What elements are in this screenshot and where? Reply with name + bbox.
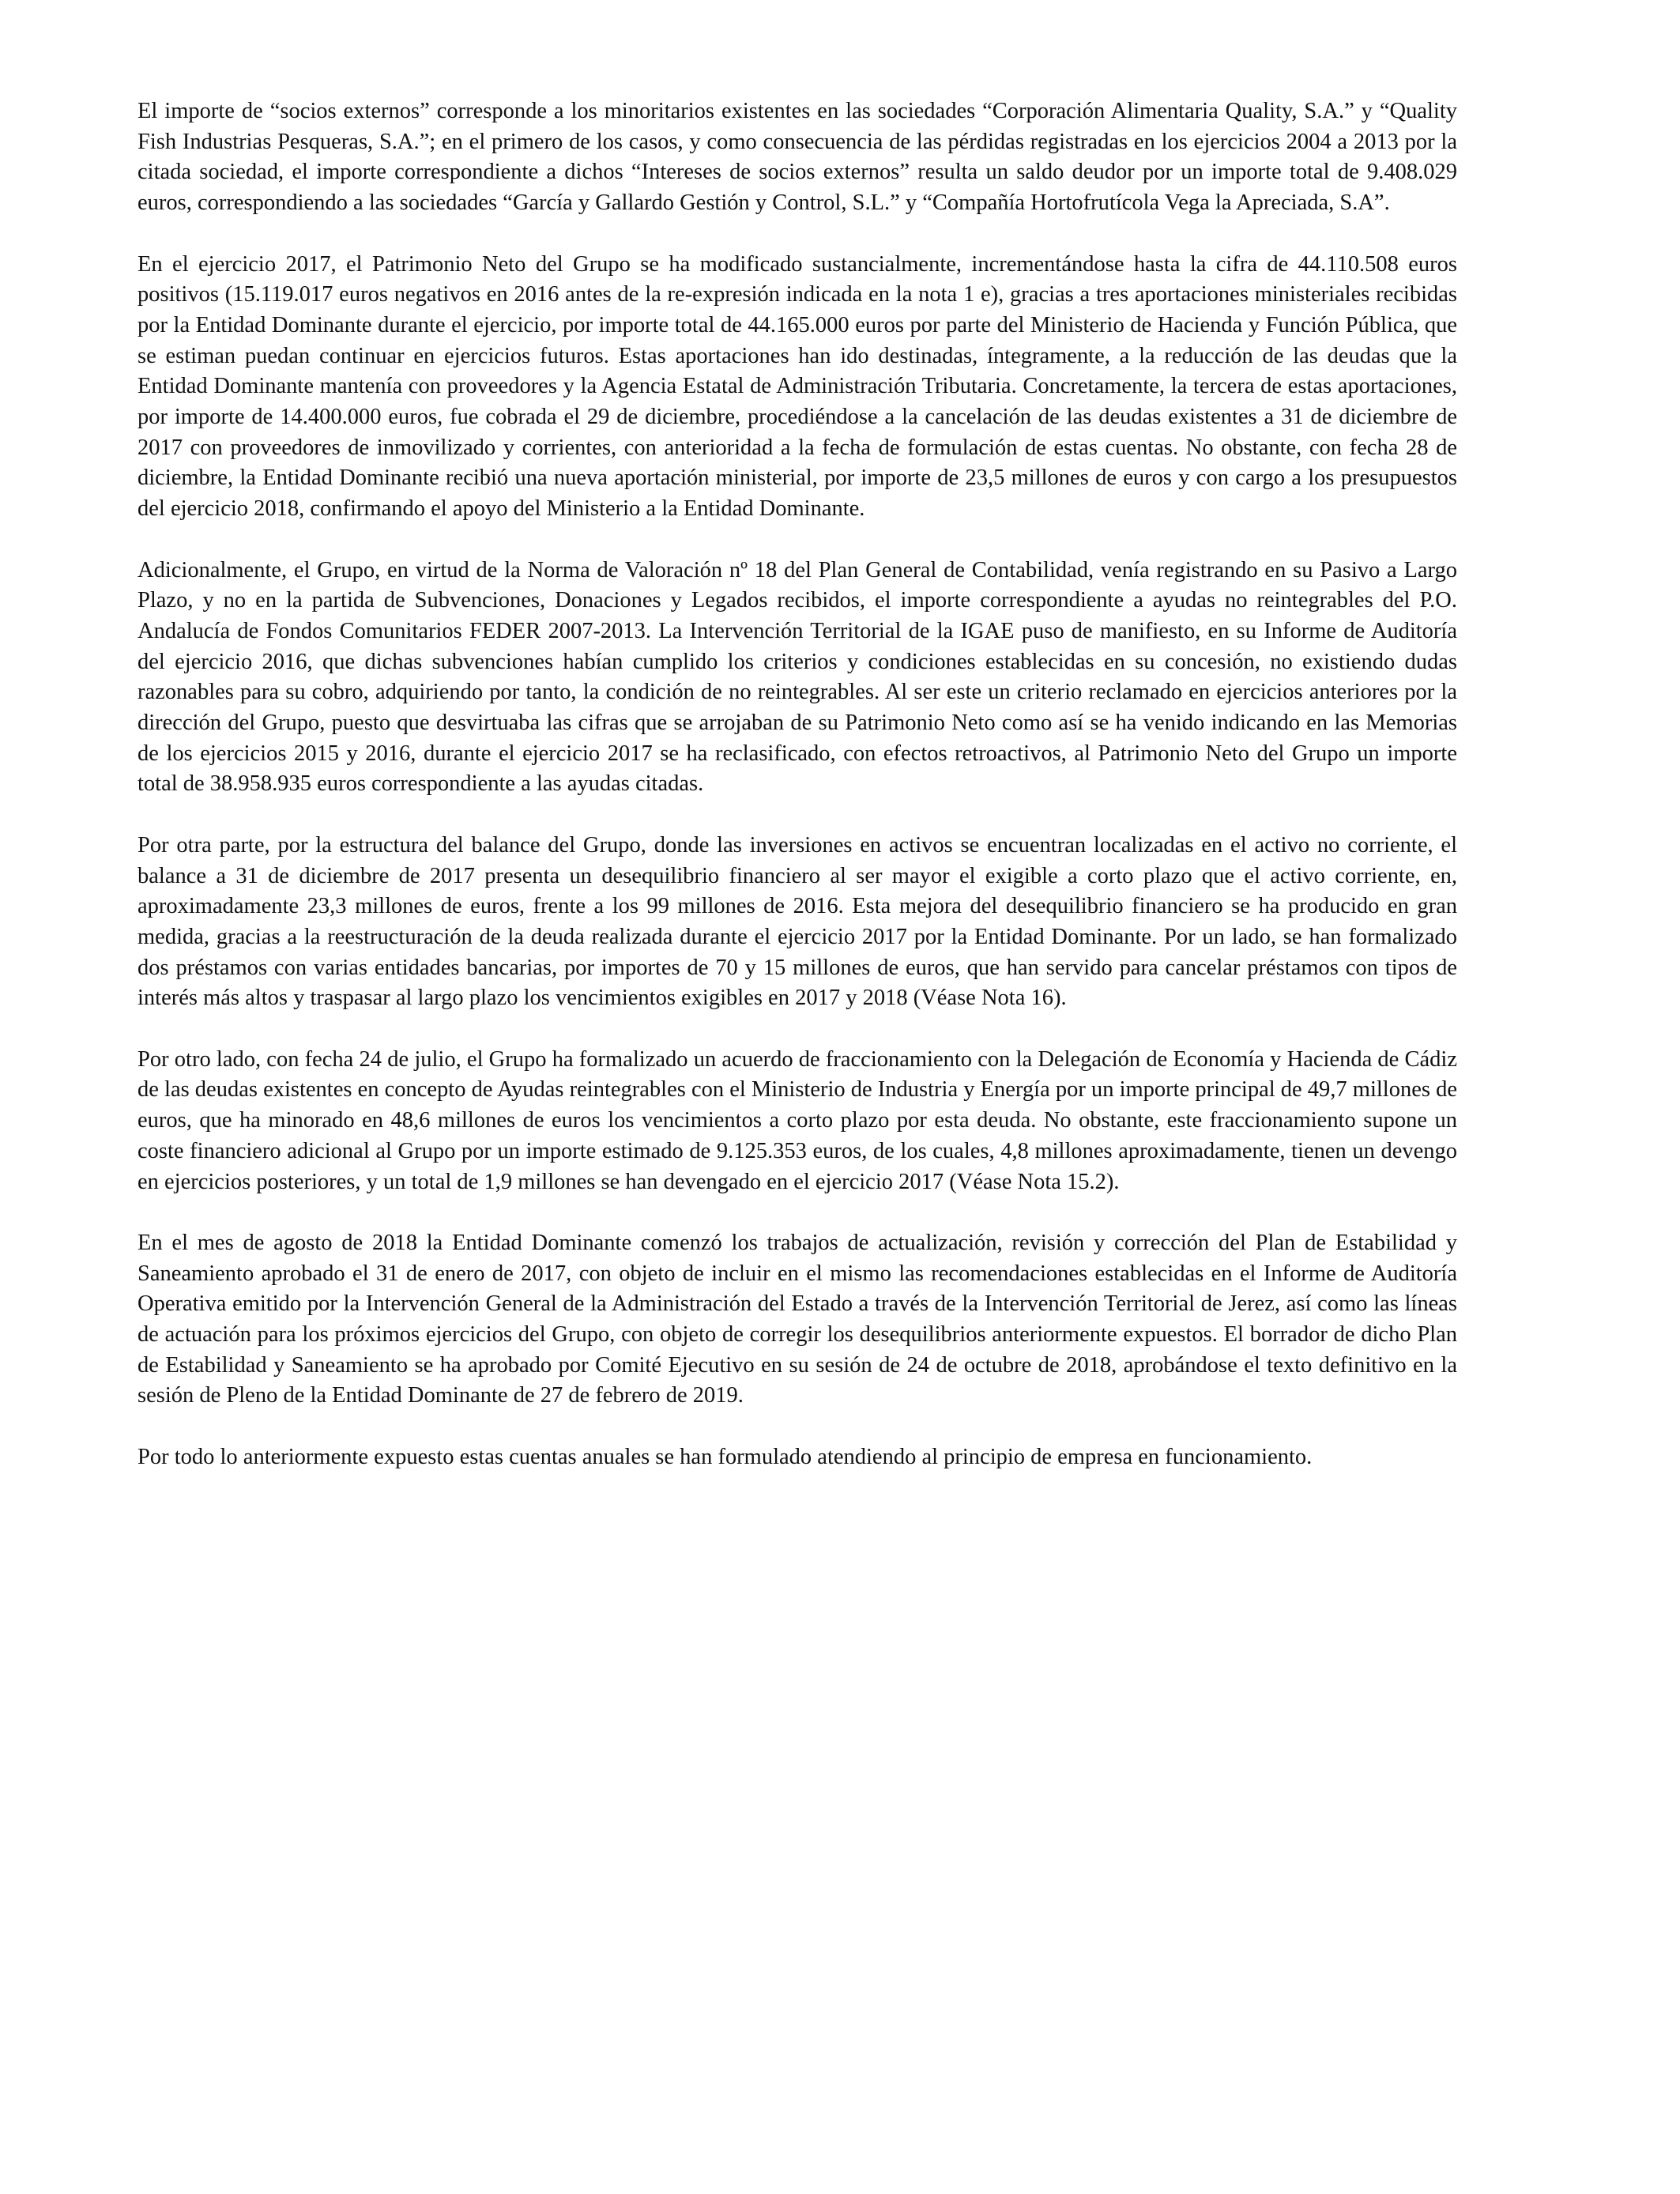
paragraph-fraccionamiento: Por otro lado, con fecha 24 de julio, el Grupo ha formalizado un acuerdo de fraccionamiento con la Delegación de Economía y Hacienda de Cádiz de las deudas existentes en concepto de Ayudas reintegrables con el Ministerio de Industria y Energía por un importe principal de 49,7 millones de euros, que ha minorado en 48,6 millones de euros los vencimientos a corto plazo por esta deuda. No obstante, este fraccionamiento supone un coste financiero adicional al Grupo por un importe estimado de 9.125.353 euros, de los cuales, 4,8 millones aproximadamente, tienen un devengo en ejercicios posteriores, y un total de 1,9 millones se han devengado en el ejercicio 2017 (Véase Nota 15.2). — [137, 1046, 1457, 1194]
paragraph-empresa-en-funcionamiento: Por todo lo anteriormente expuesto estas cuentas anuales se han formulado atendiendo al principio de empresa en funcionamiento. — [137, 1444, 1313, 1469]
paragraph-subvenciones-feder: Adicionalmente, el Grupo, en virtud de la Norma de Valoración nº 18 del Plan General de Contabilidad, venía registrando en su Pasivo a Largo Plazo, y no en la partida de Subvenciones, Donaciones y Legados recibidos, el importe correspondiente a ayudas no reintegrables del P.O. Andalucía de Fondos Comunitarios FEDER 2007-2013. La Intervención Territorial de la IGAE puso de manifiesto, en su Informe de Auditoría del ejercicio 2016, que dichas subvenciones habían cumplido los criterios y condiciones establecidas en su concesión, no existiendo dudas razonables para su cobro, adquiriendo por tanto, la condición de no reintegrables. Al ser este un criterio reclamado en ejercicios anteriores por la dirección del Grupo, puesto que desvirtuaba las cifras que se arrojaban de su Patrimonio Neto como así se ha venido indicando en las Memorias de los ejercicios 2015 y 2016, durante el ejercicio 2017 se ha reclasificado, con efectos retroactivos, al Patrimonio Neto del Grupo un importe total de 38.958.935 euros correspondiente a las ayudas citadas. — [137, 557, 1457, 797]
paragraph-patrimonio-neto: En el ejercicio 2017, el Patrimonio Neto del Grupo se ha modificado sustancialmente, incrementándose hasta la cifra de 44.110.508 euros positivos (15.119.017 euros negativos en 2016 antes de la re-expresión indicada en la nota 1 e), gracias a tres aportaciones ministeriales recibidas por la Entidad Dominante durante el ejercicio, por importe total de 44.165.000 euros por parte del Ministerio de Hacienda y Función Pública, que se estiman puedan continuar en ejercicios futuros. Estas aportaciones han ido destinadas, íntegramente, a la reducción de las deudas que la Entidad Dominante mantenía con proveedores y la Agencia Estatal de Administración Tributaria. Concretamente, la tercera de estas aportaciones, por importe de 14.400.000 euros, fue cobrada el 29 de diciembre, procediéndose a la cancelación de las deudas existentes a 31 de diciembre de 2017 con proveedores de inmovilizado y corrientes, con anterioridad a la fecha de formulación de estas cuentas. No obstante, con fecha 28 de diciembre, la Entidad Dominante recibió una nueva aportación ministerial, por importe de 23,5 millones de euros y con cargo a los presupuestos del ejercicio 2018, confirmando el apoyo del Ministerio a la Entidad Dominante. — [137, 251, 1457, 522]
paragraph-socios-externos: El importe de “socios externos” corresponde a los minoritarios existentes en las sociedades “Corporación Alimentaria Quality, S.A.” y “Quality Fish Industrias Pesqueras, S.A.”; en el primero de los casos, y como consecuencia de las pérdidas registradas en los ejercicios 2004 a 2013 por la citada sociedad, el importe correspondiente a dichos “Intereses de socios externos” resulta un saldo deudor por un importe total de 9.408.029 euros, correspondiendo a las sociedades “García y Gallardo Gestión y Control, S.L.” y “Compañía Hortofrutícola Vega la Apreciada, S.A”. — [137, 99, 1457, 216]
paragraph-plan-estabilidad: En el mes de agosto de 2018 la Entidad Dominante comenzó los trabajos de actualización, revisión y corrección del Plan de Estabilidad y Saneamiento aprobado el 31 de enero de 2017, con objeto de incluir en el mismo las recomendaciones establecidas en el Informe de Auditoría Operativa emitido por la Intervención General de la Administración del Estado a través de la Intervención Territorial de Jerez, así como las líneas de actuación para los próximos ejercicios del Grupo, con objeto de corregir los desequilibrios anteriormente expuestos. El borrador de dicho Plan de Estabilidad y Saneamiento se ha aprobado por Comité Ejecutivo en su sesión de 24 de octubre de 2018, aprobándose el texto definitivo en la sesión de Pleno de la Entidad Dominante de 27 de febrero de 2019. — [137, 1230, 1457, 1408]
paragraph-desequilibrio-financiero: Por otra parte, por la estructura del balance del Grupo, donde las inversiones en activos se encuentran localizadas en el activo no corriente, el balance a 31 de diciembre de 2017 presenta un desequilibrio financiero al ser mayor el exigible a corto plazo que el activo corriente, en, aproximadamente 23,3 millones de euros, frente a los 99 millones de 2016. Esta mejora del desequilibrio financiero se ha producido en gran medida, gracias a la reestructuración de la deuda realizada durante el ejercicio 2017 por la Entidad Dominante. Por un lado, se han formalizado dos préstamos con varias entidades bancarias, por importes de 70 y 15 millones de euros, que han servido para cancelar préstamos con tipos de interés más altos y traspasar al largo plazo los vencimientos exigibles en 2017 y 2018 (Véase Nota 16). — [137, 832, 1457, 1011]
document-page — [137, 96, 1457, 1503]
